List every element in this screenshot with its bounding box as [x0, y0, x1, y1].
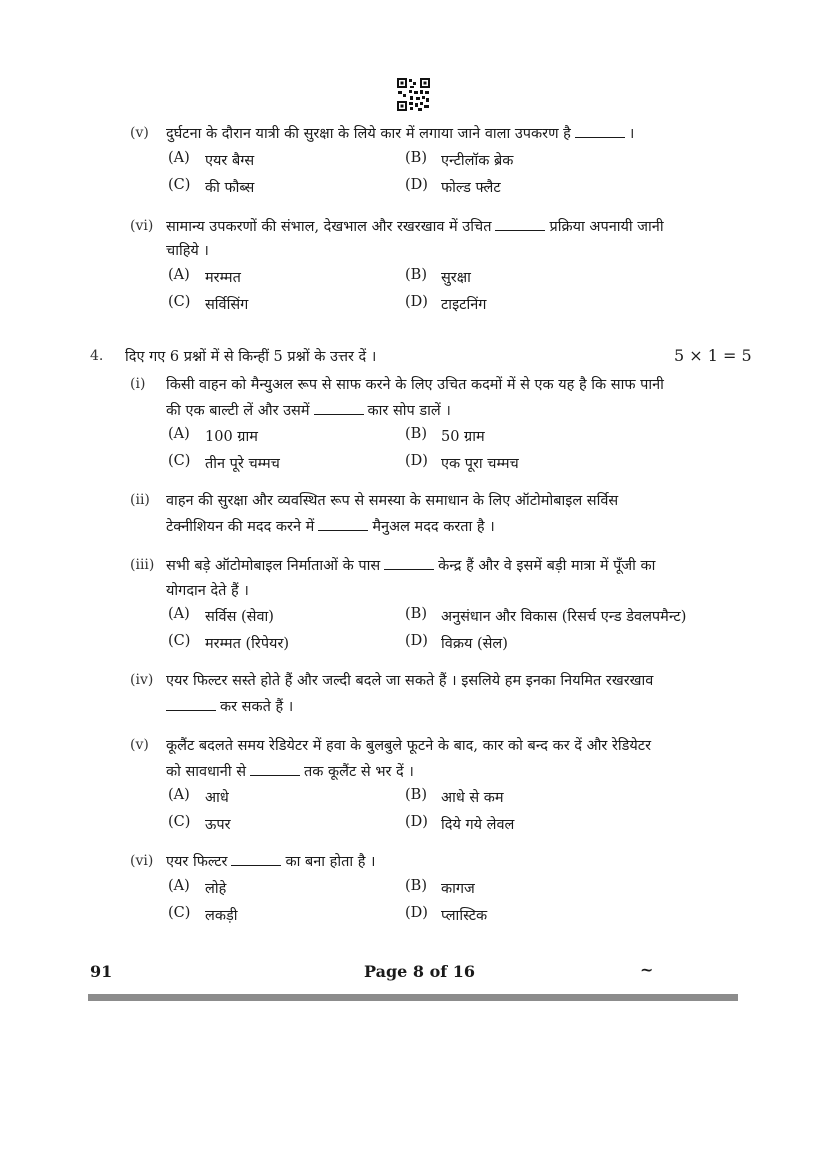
- question-text-line2: की एक बाल्टी लें और उसमें कार सोप डालें ।: [166, 403, 451, 419]
- option-label: (A): [168, 787, 190, 803]
- option-label: (B): [405, 150, 427, 166]
- option-label: (C): [168, 633, 191, 649]
- option-text: मरम्मत: [205, 270, 241, 286]
- option-label: (A): [168, 150, 190, 166]
- option-text: एन्टीलॉक ब्रेक: [441, 153, 514, 169]
- option-label: (A): [168, 878, 190, 894]
- question-number: (v): [130, 737, 149, 753]
- question-text-line2: कर सकते हैं ।: [166, 696, 293, 716]
- option-text: ऊपर: [205, 817, 231, 833]
- option-text: 100 ग्राम: [205, 429, 258, 445]
- answer-blank: [384, 559, 434, 570]
- option-text: आधे से कम: [441, 790, 504, 806]
- option-text: मरम्मत (रिपेयर): [205, 636, 290, 652]
- option-label: (D): [405, 905, 428, 921]
- question-number: (i): [130, 376, 146, 392]
- option-label: (B): [405, 426, 427, 442]
- question-text-line2: टेक्नीशियन की मदद करने में मैनुअल मदद करता है ।: [166, 519, 495, 535]
- option-text: एक पूरा चम्मच: [441, 456, 519, 472]
- option-label: (D): [405, 814, 428, 830]
- question-text: एयर फिल्टर सस्ते होते हैं और जल्दी बदले जा सकते हैं । इसलिये हम इनका नियमित रखरखाव: [166, 673, 654, 689]
- question-text-line2: को सावधानी से तक कूलैंट से भर दें ।: [166, 764, 414, 780]
- answer-blank: [318, 520, 368, 531]
- option-label: (B): [405, 878, 427, 894]
- option-text: सुरक्षा: [441, 270, 471, 286]
- option-label: (A): [168, 606, 190, 622]
- question-text: एयर फिल्टर का बना होता है ।: [166, 854, 376, 870]
- option-text: टाइटनिंग: [441, 297, 487, 313]
- answer-blank: [231, 855, 281, 866]
- question-instruction: दिए गए 6 प्रश्नों में से किन्हीं 5 प्रश्नों के उत्तर दें ।: [125, 349, 377, 365]
- option-text: कागज: [441, 881, 475, 897]
- question-text: सामान्य उपकरणों की संभाल, देखभाल और रखरखाव में उचित प्रक्रिया अपनायी जानी: [166, 219, 664, 235]
- question-number: (vi): [130, 218, 154, 234]
- page-number: Page 8 of 16: [364, 962, 475, 981]
- option-text: 50 ग्राम: [441, 429, 485, 445]
- option-text: सर्विस (सेवा): [205, 609, 274, 625]
- question-text: सभी बड़े ऑटोमोबाइल निर्माताओं के पास केन्द्र हैं और वे इसमें बड़ी मात्रा में पूँजी का: [166, 558, 656, 574]
- option-text: फोल्ड फ्लैट: [441, 180, 501, 196]
- question-text: कूलैंट बदलते समय रेडियेटर में हवा के बुलबुले फूटने के बाद, कार को बन्द कर दें और रेडियेटर: [166, 738, 652, 754]
- question-number: (ii): [130, 492, 150, 508]
- option-label: (A): [168, 426, 190, 442]
- question-number: (iv): [130, 672, 154, 688]
- question-number: (v): [130, 125, 149, 141]
- option-text: लकड़ी: [205, 908, 238, 924]
- paper-code: 91: [90, 962, 113, 981]
- question-text: वाहन की सुरक्षा और व्यवस्थित रूप से समस्या के समाधान के लिए ऑटोमोबाइल सर्विस: [166, 493, 619, 509]
- option-text: दिये गये लेवल: [441, 817, 515, 833]
- option-label: (B): [405, 787, 427, 803]
- option-label: (C): [168, 814, 191, 830]
- option-label: (C): [168, 294, 191, 310]
- option-label: (A): [168, 267, 190, 283]
- answer-blank: [166, 700, 216, 711]
- option-text: लोहे: [205, 881, 227, 897]
- question-number: (vi): [130, 853, 154, 869]
- option-label: (D): [405, 294, 428, 310]
- question-number: (iii): [130, 557, 155, 573]
- marks: 5 × 1 = 5: [674, 346, 752, 365]
- question-text-line2: चाहिये ।: [166, 243, 209, 259]
- qr-code-icon: [397, 78, 430, 111]
- answer-blank: [495, 220, 545, 231]
- option-text: प्लास्टिक: [441, 908, 488, 924]
- answer-blank: [314, 404, 364, 415]
- option-text: सर्विसिंग: [205, 297, 249, 313]
- question-text-line2: योगदान देते हैं ।: [166, 583, 249, 599]
- footer-divider: [88, 994, 738, 1001]
- option-label: (D): [405, 177, 428, 193]
- answer-blank: [575, 127, 625, 138]
- option-text: तीन पूरे चम्मच: [205, 456, 280, 472]
- option-text: अनुसंधान और विकास (रिसर्च एन्ड डेवलपमैन्ट): [441, 609, 687, 625]
- question-number: 4.: [90, 348, 104, 364]
- answer-blank: [250, 765, 300, 776]
- option-label: (B): [405, 606, 427, 622]
- option-text: विक्रय (सेल): [441, 636, 508, 652]
- option-label: (C): [168, 453, 191, 469]
- footer-mark: ~: [640, 960, 654, 979]
- option-label: (C): [168, 905, 191, 921]
- option-label: (C): [168, 177, 191, 193]
- option-label: (B): [405, 267, 427, 283]
- question-text: दुर्घटना के दौरान यात्री की सुरक्षा के लिये कार में लगाया जाने वाला उपकरण है ।: [166, 126, 635, 142]
- option-text: की फौब्स: [205, 180, 255, 196]
- option-label: (D): [405, 633, 428, 649]
- option-text: आधे: [205, 790, 229, 806]
- option-text: एयर बैग्स: [205, 153, 255, 169]
- option-label: (D): [405, 453, 428, 469]
- question-text: किसी वाहन को मैन्युअल रूप से साफ करने के लिए उचित कदमों में से एक यह है कि साफ पानी: [166, 377, 664, 393]
